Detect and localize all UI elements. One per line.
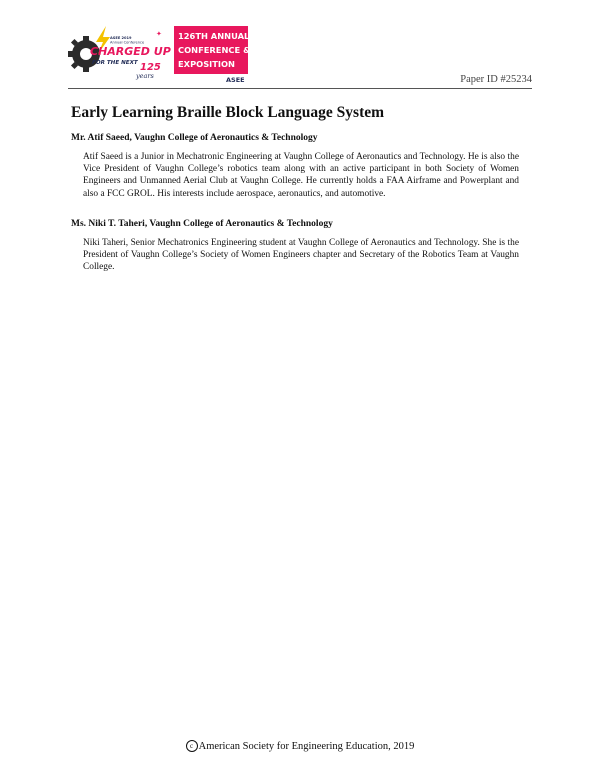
- logo-annual-line2: CONFERENCE &: [178, 45, 251, 55]
- logo-small-line2: Annual Conference: [110, 40, 145, 45]
- logo-annual-line3: EXPOSITION: [178, 59, 236, 69]
- logo-for-next: FOR THE NEXT: [92, 60, 138, 66]
- header-divider: [68, 88, 532, 89]
- conference-logo: [66, 24, 270, 86]
- logo-asee: ASEE: [226, 76, 245, 84]
- logo-years-word: years: [136, 72, 154, 80]
- paper-title: Early Learning Braille Block Language System: [71, 104, 385, 121]
- author-heading-1: Mr. Atif Saeed, Vaughn College of Aeronautics & Technology: [71, 133, 318, 143]
- footer-text: American Society for Engineering Education, 2019: [198, 741, 415, 752]
- logo-small-line1: ASEE 2019: [110, 36, 132, 40]
- paper-id: Paper ID #25234: [460, 74, 532, 85]
- logo-years-num: 125: [140, 62, 161, 73]
- copyright-icon: c: [186, 740, 198, 752]
- logo-decor-stars: ✦: [156, 30, 162, 38]
- author-bio-2: Niki Taheri, Senior Mechatronics Engineering student at Vaughn College of Aeronautics and Technology. She is the President of Vaughn College’s Society of Women Engineers chapter and Secretary of the Robotics Team at Vaughn College.: [83, 238, 519, 273]
- logo-charged: CHARGED UP: [90, 45, 171, 58]
- logo-annual-line1: 126TH ANNUAL: [178, 31, 250, 41]
- author-bio-1: Atif Saeed is a Junior in Mechatronic Engineering at Vaughn College of Aeronautics and Technology. He is also the Vice President of Vaughn College’s robotics team along with an active participant in both Society of Women Engineers and Unmanned Aerial Club at Vaughn College. He currently holds a FAA Airframe and Powerplant and also a FCC GROL. His interests include aerospace, aeronautics, and automotive.: [83, 152, 519, 199]
- footer: [0, 740, 600, 752]
- author-heading-2: Ms. Niki T. Taheri, Vaughn College of Aeronautics & Technology: [71, 219, 333, 229]
